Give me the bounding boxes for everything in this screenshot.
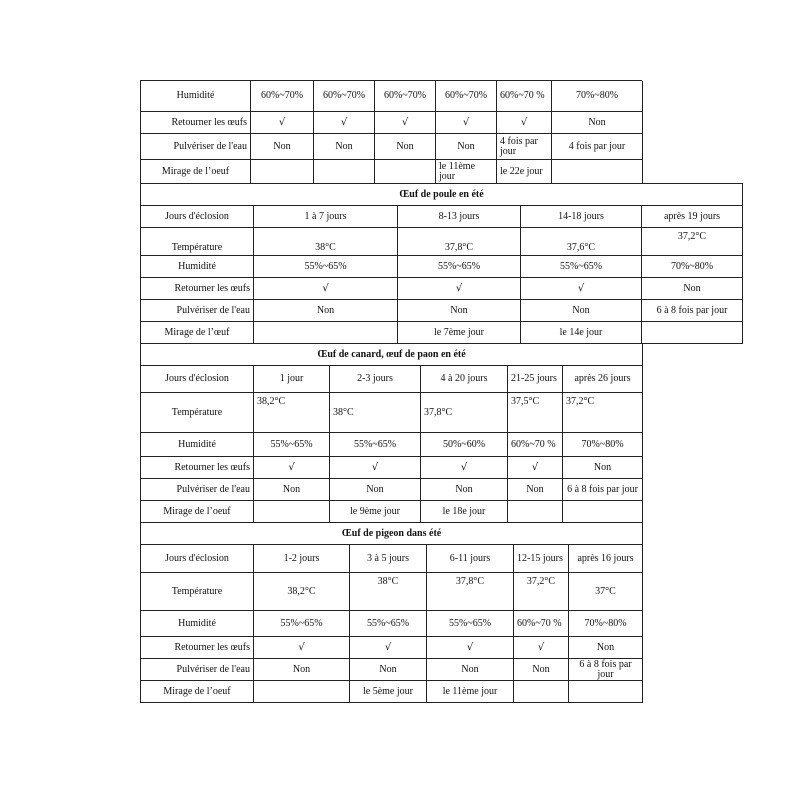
- cell: Non: [398, 300, 521, 322]
- cell: 4 à 20 jours: [421, 366, 508, 393]
- cell: 55%~65%: [427, 611, 514, 637]
- cell: [569, 681, 643, 703]
- cell: [375, 160, 436, 184]
- cell: 37,5°C: [508, 393, 563, 433]
- cell: [642, 322, 743, 344]
- cell: Non: [251, 134, 314, 160]
- check-mark: √: [427, 637, 514, 659]
- cell: [508, 501, 563, 523]
- cell: 60%~70%: [314, 81, 375, 112]
- row-label-candling: Mirage de l’oeuf: [141, 681, 254, 703]
- cell: Non: [254, 300, 398, 322]
- cell: 55%~65%: [398, 256, 521, 278]
- check-mark: √: [398, 278, 521, 300]
- cell: 60%~70%: [375, 81, 436, 112]
- cell: 38°C: [254, 228, 398, 256]
- section-continuation: [140, 80, 642, 184]
- row-label-humidity: Humidité: [141, 611, 254, 637]
- cell: Non: [563, 457, 643, 479]
- cell: Non: [254, 659, 350, 681]
- row-label-spray-water: Pulvériser de l'eau: [141, 300, 254, 322]
- row-label-humidity: Humidité: [141, 433, 254, 457]
- cell: 1 à 7 jours: [254, 206, 398, 228]
- row-label-turn-eggs: Retourner les œufs: [141, 457, 254, 479]
- cell: 55%~65%: [330, 433, 421, 457]
- cell: 60%~70%: [436, 81, 497, 112]
- cell: 37,2°C: [514, 573, 569, 611]
- cell: [254, 322, 398, 344]
- cell: 38°C: [350, 573, 427, 611]
- cell: 38,2°C: [254, 393, 330, 433]
- cell: [314, 160, 375, 184]
- cell: 55%~65%: [254, 611, 350, 637]
- row-label-hatching-days: Jours d'éclosion: [141, 366, 254, 393]
- check-mark: √: [514, 637, 569, 659]
- row-label-hatching-days: Jours d'éclosion: [141, 545, 254, 573]
- cell: 1 jour: [254, 366, 330, 393]
- cell: 14-18 jours: [521, 206, 642, 228]
- check-mark: √: [436, 112, 497, 134]
- check-mark: √: [254, 637, 350, 659]
- cell: 37,8°C: [398, 228, 521, 256]
- cell: 70%~80%: [563, 433, 643, 457]
- cell: 2-3 jours: [330, 366, 421, 393]
- section-title: Œuf de pigeon dans été: [141, 522, 643, 545]
- check-mark: √: [375, 112, 436, 134]
- cell: le 11ème jour: [436, 160, 497, 184]
- cell: après 16 jours: [569, 545, 643, 573]
- row-label-turn-eggs: Retourner les œufs: [141, 278, 254, 300]
- cell: 70%~80%: [569, 611, 643, 637]
- cell: 6-11 jours: [427, 545, 514, 573]
- cell: Non: [350, 659, 427, 681]
- cell: 8-13 jours: [398, 206, 521, 228]
- row-label-candling: Mirage de l’oeuf: [141, 160, 251, 184]
- cell: 60%~70 %: [514, 611, 569, 637]
- check-mark: √: [350, 637, 427, 659]
- cell: le 18e jour: [421, 501, 508, 523]
- check-mark: √: [421, 457, 508, 479]
- cell: 70%~80%: [642, 256, 743, 278]
- check-mark: √: [521, 278, 642, 300]
- cell: Non: [508, 479, 563, 501]
- cell: le 7ème jour: [398, 322, 521, 344]
- cell: Non: [330, 479, 421, 501]
- row-label-hatching-days: Jours d'éclosion: [141, 206, 254, 228]
- row-label-turn-eggs: Retourner les œufs: [141, 637, 254, 659]
- cell: le 22e jour: [497, 160, 552, 184]
- cell: Non: [421, 479, 508, 501]
- row-label-temperature: Température: [141, 228, 254, 256]
- cell: [552, 160, 643, 184]
- cell: le 11ème jour: [427, 681, 514, 703]
- check-mark: √: [497, 112, 552, 134]
- cell: 1-2 jours: [254, 545, 350, 573]
- cell: 6 à 8 fois par jour: [569, 659, 643, 681]
- cell: le 9ème jour: [330, 501, 421, 523]
- cell: Non: [569, 637, 643, 659]
- cell: 37,6°C: [521, 228, 642, 256]
- cell: 37,2°C: [642, 228, 743, 256]
- cell: [514, 681, 569, 703]
- cell: 6 à 8 fois par jour: [642, 300, 743, 322]
- cell: 60%~70%: [251, 81, 314, 112]
- row-label-candling: Mirage de l’œuf: [141, 322, 254, 344]
- row-label-temperature: Température: [141, 573, 254, 611]
- check-mark: √: [314, 112, 375, 134]
- check-mark: √: [330, 457, 421, 479]
- cell: Non: [427, 659, 514, 681]
- cell: [254, 501, 330, 523]
- cell: le 14e jour: [521, 322, 642, 344]
- cell: 55%~65%: [254, 433, 330, 457]
- cell: 21-25 jours: [508, 366, 563, 393]
- cell: le 5ème jour: [350, 681, 427, 703]
- row-label-humidity: Humidité: [141, 256, 254, 278]
- section-chicken-egg-summer: [140, 184, 728, 344]
- cell: Non: [521, 300, 642, 322]
- cell: 4 fois par jour: [497, 134, 552, 160]
- cell: 37°C: [569, 573, 643, 611]
- row-label-spray-water: Pulvériser de l'eau: [141, 134, 251, 160]
- row-label-candling: Mirage de l’oeuf: [141, 501, 254, 523]
- check-mark: √: [254, 457, 330, 479]
- cell: 60%~70 %: [497, 81, 552, 112]
- incubation-table: [140, 80, 728, 703]
- section-title: Œuf de poule en été: [141, 183, 743, 206]
- cell: 38,2°C: [254, 573, 350, 611]
- cell: Non: [514, 659, 569, 681]
- cell: 37,2°C: [563, 393, 643, 433]
- cell: Non: [436, 134, 497, 160]
- cell: 38°C: [330, 393, 421, 433]
- cell: 12-15 jours: [514, 545, 569, 573]
- cell: 55%~65%: [350, 611, 427, 637]
- cell: 37,8°C: [421, 393, 508, 433]
- cell: [251, 160, 314, 184]
- cell: 70%~80%: [552, 81, 643, 112]
- cell: 3 à 5 jours: [350, 545, 427, 573]
- section-pigeon-egg-summer: [140, 523, 642, 703]
- cell: 55%~65%: [521, 256, 642, 278]
- row-label-turn-eggs: Retourner les œufs: [141, 112, 251, 134]
- section-title: Œuf de canard, œuf de paon en été: [141, 343, 643, 366]
- row-label-spray-water: Pulvériser de l'eau: [141, 659, 254, 681]
- cell: 37,8°C: [427, 573, 514, 611]
- row-label-spray-water: Pulvériser de l'eau: [141, 479, 254, 501]
- cell: 6 à 8 fois par jour: [563, 479, 643, 501]
- cell: Non: [254, 479, 330, 501]
- cell: après 19 jours: [642, 206, 743, 228]
- cell: Non: [552, 112, 643, 134]
- cell: [254, 681, 350, 703]
- row-label-temperature: Température: [141, 393, 254, 433]
- cell: Non: [314, 134, 375, 160]
- check-mark: √: [254, 278, 398, 300]
- section-duck-peacock-egg-summer: [140, 344, 642, 523]
- cell: 55%~65%: [254, 256, 398, 278]
- cell: Non: [375, 134, 436, 160]
- cell: après 26 jours: [563, 366, 643, 393]
- check-mark: √: [251, 112, 314, 134]
- cell: [563, 501, 643, 523]
- check-mark: √: [508, 457, 563, 479]
- row-label-humidity: Humidité: [141, 81, 251, 112]
- cell: 4 fois par jour: [552, 134, 643, 160]
- cell: 50%~60%: [421, 433, 508, 457]
- cell: 60%~70 %: [508, 433, 563, 457]
- cell: Non: [642, 278, 743, 300]
